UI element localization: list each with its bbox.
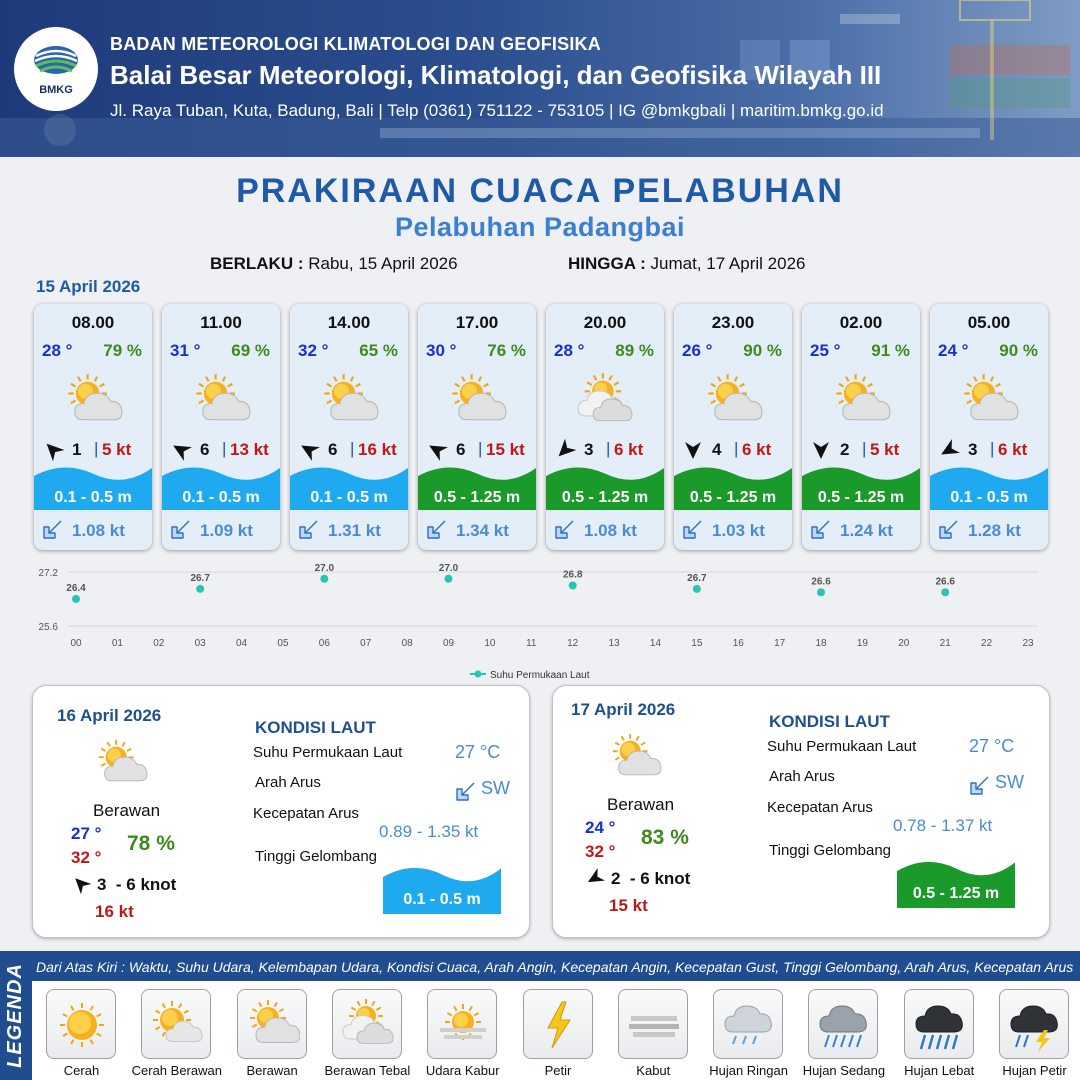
current-speed-label: Kecepatan Arus — [767, 799, 873, 816]
forecast-time: 17.00 — [455, 313, 499, 332]
forecast-card — [802, 304, 920, 550]
day-wave-height: 0.1 - 0.5 m — [403, 891, 481, 908]
wind-speed: 2 — [840, 440, 850, 459]
wind-speed: 6 — [200, 440, 210, 459]
x-tick-label: 06 — [318, 638, 330, 649]
sst-point — [569, 582, 577, 590]
current-speed: 1.08 kt — [72, 521, 125, 540]
day-condition: Berawan — [93, 801, 161, 820]
wind-separator: | — [862, 439, 867, 458]
wind-speed: 6 — [328, 440, 338, 459]
current-speed: 1.03 kt — [712, 521, 765, 540]
bmkg-logo — [14, 27, 98, 111]
wind-direction-icon — [585, 868, 605, 888]
current-speed: 1.09 kt — [200, 521, 253, 540]
valid-until-value: Jumat, 17 April 2026 — [650, 254, 806, 273]
wind-separator: | — [478, 439, 483, 458]
forecast-card — [418, 304, 536, 550]
legend-item-label: Petir — [544, 1063, 572, 1078]
legend-item-label: Berawan — [246, 1063, 298, 1078]
sea-surface-temperature: 27 °C — [455, 742, 501, 762]
legend-item-label: Kabut — [636, 1063, 671, 1078]
air-temperature: 31 ° — [170, 341, 201, 360]
current-row — [162, 518, 280, 542]
legend-label: Suhu Permukaan Laut — [490, 670, 590, 681]
air-temperature: 28 ° — [42, 341, 73, 360]
x-tick-label: 13 — [608, 638, 620, 649]
wind-direction-icon — [426, 439, 448, 461]
x-tick-label: 10 — [484, 638, 496, 649]
current-direction-label: Arah Arus — [255, 774, 321, 791]
gust-speed: 6 kt — [998, 440, 1028, 459]
cerah-berawan-icon — [141, 989, 211, 1059]
sst-point — [817, 588, 825, 596]
wind-row — [554, 439, 658, 461]
air-temperature: 24 ° — [938, 341, 969, 360]
wave-height: 0.1 - 0.5 m — [310, 489, 388, 506]
berawan-weather-icon — [956, 372, 1022, 430]
kabut-icon — [618, 989, 688, 1059]
wind-speed: 3 — [584, 440, 594, 459]
wind-row — [682, 439, 786, 461]
forecast-card — [546, 304, 664, 550]
legend-item-label: Berawan Tebal — [324, 1063, 411, 1078]
humidity: 76 % — [487, 341, 526, 360]
min-temperature: 24 ° — [585, 818, 616, 837]
port-name: Pelabuhan Padangbai — [394, 212, 686, 242]
legend-item-label: Hujan Ringan — [709, 1063, 788, 1078]
wind-speed: 1 — [72, 440, 82, 459]
hujan-sedang-icon — [808, 989, 878, 1059]
bmkg-emblem-icon — [30, 42, 82, 82]
current-speed: 1.08 kt — [584, 521, 637, 540]
sea-condition-title: KONDISI LAUT — [255, 718, 376, 737]
valid-until — [568, 254, 805, 274]
agency-name: BADAN METEOROLOGI KLIMATOLOGI DAN GEOFISIKA — [110, 34, 601, 54]
legend-side-title — [0, 951, 30, 1080]
humidity: 90 % — [743, 341, 782, 360]
sst-label: Suhu Permukaan Laut — [767, 738, 917, 755]
air-temperature: 26 ° — [682, 341, 713, 360]
berawan-weather-icon — [188, 372, 254, 430]
x-tick-label: 00 — [70, 638, 82, 649]
berawan-weather-icon — [316, 372, 382, 430]
wind-speed: 6 — [456, 440, 466, 459]
valid-until-label: HINGGA : — [568, 254, 646, 273]
x-tick-label: 15 — [691, 638, 703, 649]
hujan-lebat-icon — [904, 989, 974, 1059]
current-direction-icon — [936, 518, 960, 542]
day-condition: Berawan — [607, 795, 675, 814]
x-tick-label: 09 — [442, 638, 455, 649]
x-tick-label: 17 — [774, 638, 786, 649]
y-tick-label: 27.2 — [38, 568, 58, 579]
logo-text: BMKG — [39, 84, 73, 96]
contact-info: Jl. Raya Tuban, Kuta, Badung, Bali | Telp (0361) 751122 - 753105 | IG @bmkgbali | maritim.bmkg.go.id — [110, 101, 884, 120]
current-row — [674, 518, 792, 542]
berawan-weather-icon — [828, 372, 894, 430]
valid-from-label: BERLAKU : — [210, 254, 304, 273]
current-direction-label: Arah Arus — [769, 768, 835, 785]
sst-point — [941, 588, 949, 596]
forecast-time: 23.00 — [711, 313, 755, 332]
gust-speed: 6 kt — [614, 440, 644, 459]
wind-separator: | — [734, 439, 739, 458]
x-tick-label: 22 — [981, 638, 993, 649]
sst-point — [693, 585, 701, 593]
x-tick-label: 12 — [567, 638, 579, 649]
udara-kabur-icon — [427, 989, 497, 1059]
max-temperature: 32 ° — [585, 842, 616, 861]
wave-height: 0.1 - 0.5 m — [182, 489, 260, 506]
day-humidity: 78 % — [127, 832, 175, 855]
page-title: PRAKIRAAN CUACA PELABUHAN — [236, 172, 844, 210]
x-tick-label: 05 — [277, 638, 289, 649]
wind-row — [810, 439, 914, 461]
legend-item — [127, 987, 222, 1080]
legend — [0, 951, 1080, 1080]
wind-row — [938, 439, 1042, 461]
sst-point — [445, 575, 453, 583]
legend-item-label: Udara Kabur — [425, 1063, 500, 1078]
humidity: 91 % — [871, 341, 910, 360]
valid-from — [210, 254, 458, 274]
sst-point — [196, 585, 204, 593]
sst-chart — [28, 560, 1058, 685]
gust-speed: 15 kt — [486, 440, 525, 459]
forecast-time: 20.00 — [583, 313, 627, 332]
legend-item-label: Cerah Berawan — [131, 1063, 222, 1078]
wind-speed: 3 — [968, 440, 978, 459]
x-tick-label: 02 — [153, 638, 165, 649]
current-speed: 1.31 kt — [328, 521, 381, 540]
hujan-petir-icon — [999, 989, 1069, 1059]
legend-item — [985, 987, 1080, 1080]
current-direction-icon — [296, 518, 320, 542]
x-tick-label: 01 — [111, 638, 123, 649]
day-panel-1 — [32, 685, 530, 938]
wind-separator: | — [350, 439, 355, 458]
sst-data-label: 27.0 — [438, 562, 459, 574]
forecast-time: 08.00 — [71, 313, 115, 332]
wind-direction-icon — [170, 439, 192, 461]
berawan-tebal-icon — [332, 989, 402, 1059]
header-banner — [0, 0, 1080, 157]
wave-height: 0.5 - 1.25 m — [433, 489, 521, 506]
x-tick-label: 11 — [526, 638, 537, 649]
wind-direction-icon — [71, 874, 91, 894]
wave-height: 0.5 - 1.25 m — [817, 489, 905, 506]
wind-separator: | — [94, 439, 99, 458]
wave-height: 0.5 - 1.25 m — [561, 489, 649, 506]
wave-height: 0.1 - 0.5 m — [54, 489, 132, 506]
current-direction: SW — [481, 778, 510, 798]
legend-note: Dari Atas Kiri : Waktu, Suhu Udara, Kelembapan Udara, Kondisi Cuaca, Arah Angin, Kecepatan Angin, Kecepatan Gust, Tinggi Gelombang, Arah Arus, Kecepatan Arus — [36, 959, 1074, 975]
forecast-time: 02.00 — [839, 313, 883, 332]
forecast-time: 14.00 — [327, 313, 371, 332]
forecast-card — [162, 304, 280, 550]
wind-direction-icon — [554, 439, 576, 461]
x-tick-label: 23 — [1022, 638, 1034, 649]
forecast-card — [290, 304, 408, 550]
current-direction-icon — [808, 518, 832, 542]
valid-from-value: Rabu, 15 April 2026 — [308, 254, 458, 273]
legend-icons — [32, 981, 1080, 1080]
x-tick-label: 16 — [732, 638, 744, 649]
berawan-weather-icon — [60, 372, 126, 430]
wind-row — [426, 439, 530, 461]
legend-item-label: Hujan Sedang — [802, 1063, 886, 1078]
x-tick-label: 04 — [236, 638, 248, 649]
legend-item — [32, 987, 127, 1080]
humidity: 69 % — [231, 341, 270, 360]
wave-height-label: Tinggi Gelombang — [769, 842, 892, 859]
berawan-weather-icon — [91, 738, 151, 790]
current-direction: SW — [995, 772, 1024, 792]
wind-row — [298, 439, 402, 461]
legend-marker — [475, 671, 482, 678]
legend-item — [604, 987, 699, 1080]
current-row — [930, 518, 1048, 542]
day-gust-speed: 16 kt — [95, 902, 134, 921]
wave-height: 0.1 - 0.5 m — [950, 489, 1028, 506]
wind-row — [42, 439, 146, 461]
sst-data-label: 26.6 — [935, 576, 955, 588]
wind-direction-icon — [42, 439, 64, 461]
day-humidity: 83 % — [641, 826, 689, 849]
current-row — [290, 518, 408, 542]
legend-title: LEGENDA — [3, 963, 26, 1068]
air-temperature: 25 ° — [810, 341, 841, 360]
max-temperature: 32 ° — [71, 848, 102, 867]
gust-speed: 5 kt — [870, 440, 900, 459]
wind-row — [170, 439, 274, 461]
sea-surface-temperature: 27 °C — [969, 736, 1015, 756]
sst-point — [320, 575, 328, 583]
petir-icon — [523, 989, 593, 1059]
day-gust-speed: 15 kt — [609, 896, 648, 915]
sst-data-label: 26.7 — [190, 572, 210, 584]
legend-item-label: Hujan Lebat — [904, 1063, 975, 1078]
air-temperature: 30 ° — [426, 341, 457, 360]
legend-item — [413, 987, 508, 1080]
wind-separator: | — [222, 439, 227, 458]
current-row — [546, 518, 664, 542]
day1-date: 15 April 2026 — [36, 277, 141, 296]
forecast-card — [930, 304, 1048, 550]
day-wind-speed: 3 - 6 knot — [97, 875, 177, 894]
air-temperature: 32 ° — [298, 341, 329, 360]
current-row — [34, 518, 152, 542]
humidity: 90 % — [999, 341, 1038, 360]
forecast-card — [674, 304, 792, 550]
air-temperature: 28 ° — [554, 341, 585, 360]
forecast-time: 11.00 — [200, 313, 242, 332]
sst-data-label: 27.0 — [314, 562, 335, 574]
wave-height: 0.5 - 1.25 m — [689, 489, 777, 506]
gust-speed: 5 kt — [102, 440, 132, 459]
berawan-tebal-weather-icon — [572, 372, 638, 430]
legend-item — [509, 987, 604, 1080]
sst-data-label: 26.8 — [562, 569, 583, 581]
office-name: Balai Besar Meteorologi, Klimatologi, dan Geofisika Wilayah III — [110, 60, 882, 90]
sst-label: Suhu Permukaan Laut — [253, 744, 403, 761]
current-direction-icon — [424, 518, 448, 542]
current-speed: 1.24 kt — [840, 521, 893, 540]
x-tick-label: 08 — [401, 638, 413, 649]
legend-item — [890, 987, 985, 1080]
hujan-ringan-icon — [713, 989, 783, 1059]
legend-item-label: Cerah — [63, 1063, 100, 1078]
day-wave-height: 0.5 - 1.25 m — [912, 885, 1000, 902]
current-speed-range: 0.89 - 1.35 kt — [379, 822, 479, 841]
wind-direction-icon — [938, 439, 960, 461]
sst-point — [72, 595, 80, 603]
wind-separator: | — [990, 439, 995, 458]
current-speed: 1.28 kt — [968, 521, 1021, 540]
forecast-time: 05.00 — [967, 313, 1011, 332]
current-row — [418, 518, 536, 542]
wind-direction-icon — [682, 439, 704, 461]
current-direction-icon — [967, 774, 993, 798]
x-tick-label: 21 — [939, 638, 951, 649]
current-speed-label: Kecepatan Arus — [253, 805, 359, 822]
wind-separator: | — [606, 439, 611, 458]
day-date: 16 April 2026 — [57, 706, 162, 725]
berawan-weather-icon — [700, 372, 766, 430]
cerah-icon — [46, 989, 116, 1059]
berawan-weather-icon — [444, 372, 510, 430]
current-direction-icon — [680, 518, 704, 542]
x-tick-label: 18 — [815, 638, 827, 649]
legend-item — [794, 987, 889, 1080]
legend-item — [318, 987, 413, 1080]
wind-speed: 4 — [712, 440, 722, 459]
current-direction-icon — [40, 518, 64, 542]
current-row — [802, 518, 920, 542]
x-tick-label: 07 — [360, 638, 372, 649]
legend-item-label: Hujan Petir — [1002, 1063, 1067, 1078]
berawan-icon — [237, 989, 307, 1059]
x-tick-label: 19 — [856, 638, 868, 649]
legend-item — [223, 987, 318, 1080]
current-direction-icon — [168, 518, 192, 542]
day-panel-2 — [552, 685, 1050, 938]
current-speed: 1.34 kt — [456, 521, 509, 540]
humidity: 65 % — [359, 341, 398, 360]
humidity: 89 % — [615, 341, 654, 360]
y-tick-label: 25.6 — [38, 622, 58, 633]
min-temperature: 27 ° — [71, 824, 102, 843]
sea-condition-title: KONDISI LAUT — [769, 712, 890, 731]
gust-speed: 6 kt — [742, 440, 772, 459]
current-direction-icon — [453, 780, 479, 804]
gust-speed: 16 kt — [358, 440, 397, 459]
current-speed-range: 0.78 - 1.37 kt — [893, 816, 993, 835]
humidity: 79 % — [103, 341, 142, 360]
sst-data-label: 26.7 — [687, 572, 707, 584]
day-wind-speed: 2 - 6 knot — [611, 869, 691, 888]
sst-data-label: 26.4 — [66, 583, 86, 594]
wind-direction-icon — [810, 439, 832, 461]
wind-direction-icon — [298, 439, 320, 461]
gust-speed: 13 kt — [230, 440, 269, 459]
x-tick-label: 03 — [194, 638, 206, 649]
sst-data-label: 26.6 — [811, 576, 831, 588]
current-direction-icon — [552, 518, 576, 542]
wave-height-label: Tinggi Gelombang — [255, 848, 378, 865]
legend-item — [699, 987, 794, 1080]
x-tick-label: 20 — [898, 638, 910, 649]
day-date: 17 April 2026 — [571, 700, 676, 719]
forecast-card — [34, 304, 152, 550]
berawan-weather-icon — [605, 732, 665, 784]
x-tick-label: 14 — [649, 638, 662, 649]
